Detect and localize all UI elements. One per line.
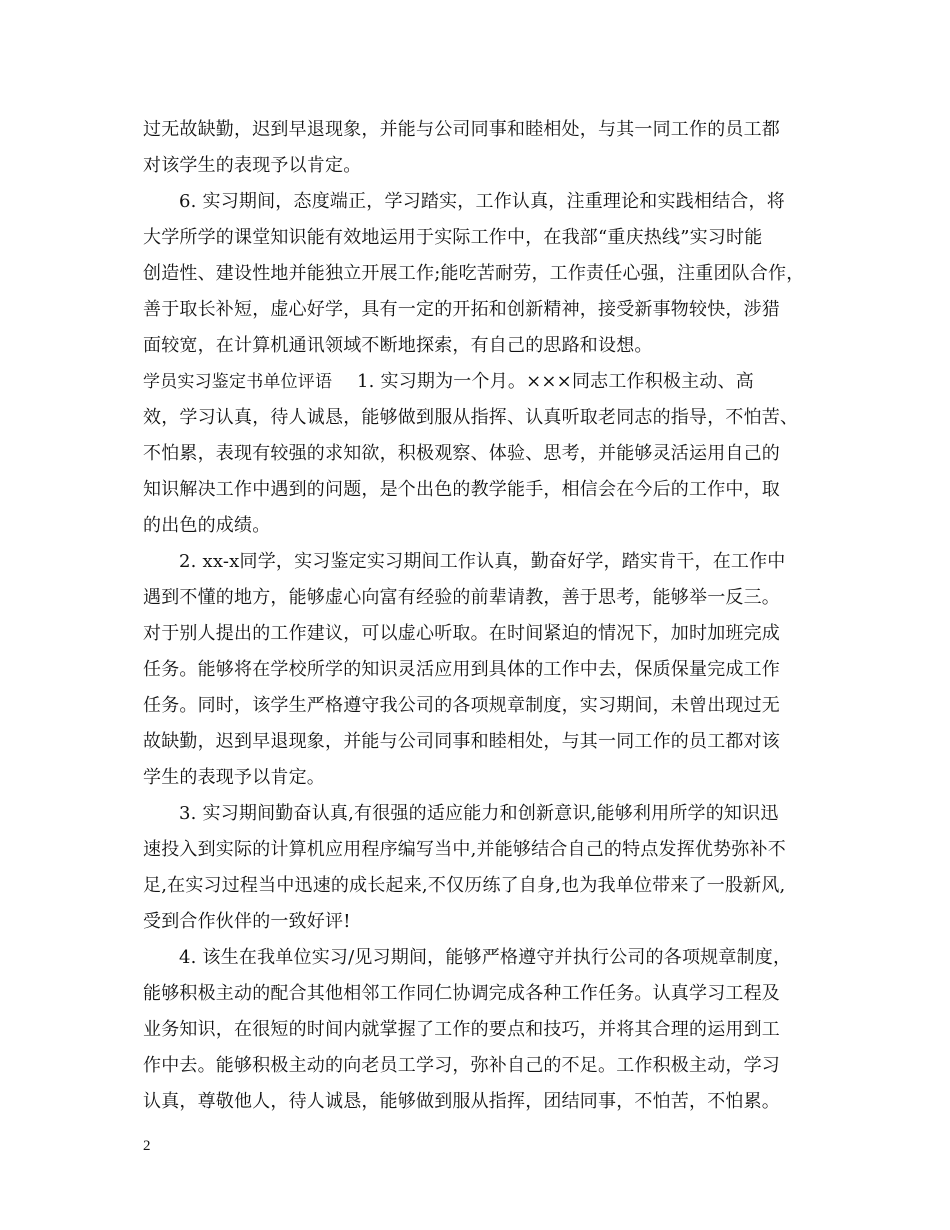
text-line: 足,在实习过程当中迅速的成长起来,不仅历练了自身,也为我单位带来了一股新风, [143, 875, 786, 896]
text-line: 善于取长补短，虚心好学，具有一定的开拓和创新精神，接受新事物较快，涉猎 [143, 299, 780, 320]
text-line: 面较宽，在计算机通讯领域不断地探索，有自己的思路和设想。 [143, 335, 653, 356]
text-line: 学生的表现予以肯定。 [143, 767, 325, 788]
page-number: 2 [143, 1138, 151, 1154]
text-line: 大学所学的课堂知识能有效地运用于实际工作中，在我部“重庆热线”实习时能 [143, 227, 763, 248]
section-heading: 学员实习鉴定书单位评语 [143, 372, 333, 392]
paragraph-4-line: 4. 该生在我单位实习/见习期间，能够严格遵守并执行公司的各项规章制度， [179, 947, 792, 968]
paragraph-6-line: 6. 实习期间，态度端正，学习踏实，工作认真，注重理论和实践相结合，将 [179, 191, 785, 212]
text-line: 效，学习认真，待人诚恳，能够做到服从指挥、认真听取老同志的指导，不怕苦、 [143, 407, 799, 428]
document-body [143, 112, 815, 1120]
section-heading-line [143, 364, 815, 400]
text-line: 遇到不懂的地方，能够虚心向富有经验的前辈请教，善于思考，能够举一反三。 [143, 587, 780, 608]
text-line: 知识解决工作中遇到的问题，是个出色的教学能手，相信会在今后的工作中，取 [143, 479, 780, 500]
text-line: 对于别人提出的工作建议，可以虚心听取。在时间紧迫的情况下，加时加班完成 [143, 623, 780, 644]
text-line: 创造性、建设性地并能独立开展工作;能吃苦耐劳，工作责任心强，注重团队合作， [143, 263, 805, 284]
paragraph-1-start: 1. 实习期为一个月。×××同志工作积极主动、高 [357, 371, 754, 392]
text-line: 不怕累，表现有较强的求知欲，积极观察、体验、思考，并能够灵活运用自己的 [143, 443, 780, 464]
text-line: 故缺勤，迟到早退现象，并能与公司同事和睦相处，与其一同工作的员工都对该 [143, 731, 780, 752]
text-line: 认真，尊敬他人，待人诚恳，能够做到服从指挥，团结同事，不怕苦，不怕累。 [143, 1091, 780, 1112]
text-line: 能够积极主动的配合其他相邻工作同仁协调完成各种工作任务。认真学习工程及 [143, 983, 780, 1004]
text-line: 速投入到实际的计算机应用程序编写当中,并能够结合自己的特点发挥优势弥补不 [143, 839, 786, 860]
text-line: 业务知识，在很短的时间内就掌握了工作的要点和技巧，并将其合理的运用到工 [143, 1019, 780, 1040]
text-line: 作中去。能够积极主动的向老员工学习，弥补自己的不足。工作积极主动，学习 [143, 1055, 780, 1076]
text-line: 任务。能够将在学校所学的知识灵活应用到具体的工作中去，保质保量完成工作 [143, 659, 780, 680]
text-line: 受到合作伙伴的一致好评! [143, 911, 351, 932]
text-line: 过无故缺勤，迟到早退现象，并能与公司同事和睦相处，与其一同工作的员工都 [143, 119, 780, 140]
paragraph-3-line: 3. 实习期间勤奋认真,有很强的适应能力和创新意识,能够利用所学的知识迅 [179, 803, 779, 824]
text-line: 对该学生的表现予以肯定。 [143, 155, 362, 176]
paragraph-2-line: 2. xx-x同学，实习鉴定实习期间工作认真，勤奋好学，踏实肯干，在工作中 [179, 551, 786, 572]
text-line: 任务。同时，该学生严格遵守我公司的各项规章制度，实习期间，未曾出现过无 [143, 695, 780, 716]
text-line: 的出色的成绩。 [143, 515, 271, 536]
